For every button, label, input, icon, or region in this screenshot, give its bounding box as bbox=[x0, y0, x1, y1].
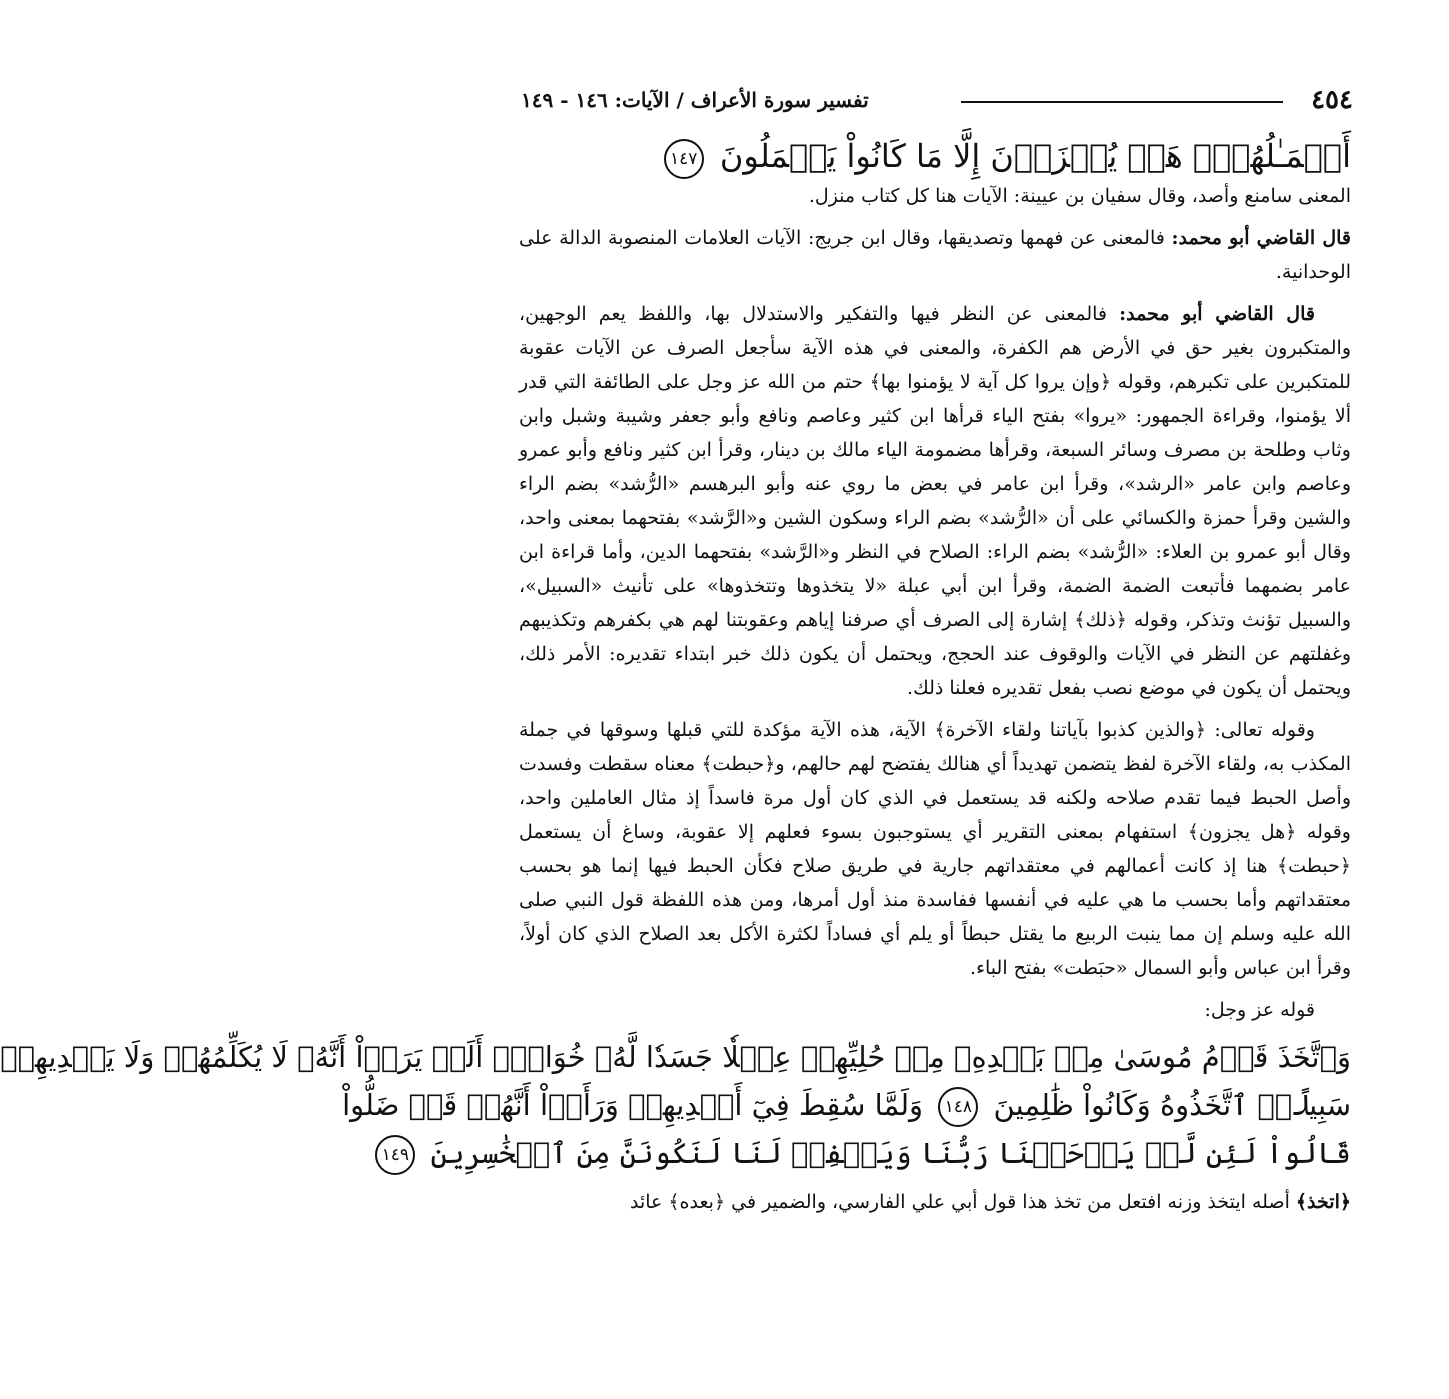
verse-line-2 bbox=[342, 1081, 1351, 1129]
paragraph-3-lead: قال القاضي أبو محمد: bbox=[1119, 303, 1315, 325]
verse-line-2-end: وَلَمَّا سُقِطَ فِيٓ أَيۡدِيهِمۡ وَرَأَوۡاْ أَنَّهُمۡ قَدۡ ضَلُّواْ bbox=[342, 1088, 924, 1122]
verse-line-3-text: قَالُواْ لَئِن لَّمۡ يَرۡحَمۡنَا رَبُّنَا وَيَغۡفِرۡ لَنَا لَنَكُونَنَّ مِنَ ٱلۡخَٰسِرِينَ bbox=[430, 1136, 1351, 1170]
verse-number-marker: ١٤٩ bbox=[375, 1135, 415, 1175]
page-content bbox=[0, 133, 1352, 1227]
quote-label: قوله عز وجل: bbox=[1204, 999, 1315, 1021]
commentary-text bbox=[0, 179, 1352, 1219]
paragraph-1-text: المعنى سامنع وأصد، وقال سفيان بن عيينة: الآيات هنا كل كتاب منزل. bbox=[808, 185, 1351, 207]
top-verse bbox=[519, 133, 1351, 179]
verse-number-marker: ١٤٨ bbox=[938, 1087, 978, 1127]
paragraph-1 bbox=[519, 179, 1351, 213]
header-rule bbox=[961, 101, 1283, 103]
final-paragraph bbox=[519, 1185, 1351, 1219]
top-verse-text: أَعۡمَـٰلُهُمۡۚ هَلۡ يُجۡزَوۡنَ إِلَّا مَا كَانُواْ يَعۡمَلُونَ bbox=[719, 137, 1351, 175]
verse-number-marker: ١٤٧ bbox=[664, 139, 704, 179]
verse-line-3 bbox=[381, 1129, 1351, 1177]
paragraph-3 bbox=[519, 297, 1351, 705]
page-number: ٤٥٤ bbox=[1311, 85, 1353, 115]
verse-line-1: وَٱتَّخَذَ قَوۡمُ مُوسَىٰ مِنۢ بَعۡدِهِۦ مِنۡ حُلِيِّهِمۡ عِجۡلٗا جَسَدٗا لَّهُۥ خُوَارٌۚ أَلَمۡ يَرَوۡاْ أَنَّهُۥ لَا يُكَلِّمُهُمۡ وَلَا يَهۡدِيهِمۡ bbox=[0, 1040, 1351, 1074]
verse-line-2-start: سَبِيلًاۘ ٱتَّخَذُوهُ وَكَانُواْ ظَٰلِمِينَ bbox=[993, 1088, 1351, 1122]
running-title: تفسير سورة الأعراف / الآيات: ١٤٦ - ١٤٩ bbox=[521, 88, 869, 112]
final-paragraph-text: أصله ايتخذ وزنه افتعل من تخذ هذا قول أبي علي الفارسي، والضمير في ﴿بعده﴾ عائد bbox=[630, 1191, 1290, 1213]
paragraph-4 bbox=[519, 713, 1351, 985]
page-header bbox=[521, 84, 1353, 118]
paragraph-2-text: فالمعنى عن فهمها وتصديقها، وقال ابن جريج: الآيات العلامات المنصوبة الدالة على الوحدانية. bbox=[519, 227, 1351, 283]
paragraph-4-text: وقوله تعالى: ﴿والذين كذبوا بآياتنا ولقاء الآخرة﴾ الآية، هذه الآية مؤكدة للتي قبلها وسوقها في جملة المكذب به، ولقاء الآخرة لفظ يتضمن تهديداً أي هنالك يفتضح لهم حالهم، و﴿حبطت﴾ معناه سقطت وفسدت وأصل الحبط فيما تقدم صلاحه ولكنه قد يستعمل في الذي كان أول مرة فاسداً إذ مثال العاملين واحد، وقوله ﴿هل يجزون﴾ استفهام بمعنى التقرير أي يستوجبون بسوء فعلهم إلا عقوبة، وساغ أن يستعمل ﴿حبطت﴾ هنا إذ كانت أعمالهم في معتقداتهم جارية في طريق صلاح فكأن الحبط فيها إنما هو بحسب معتقداتهم وأما بحسب ما هي عليه في أنفسها ففاسدة منذ أول أمرها، ومن هذه اللفظة قول النبي صلى الله عليه وسلم إن مما ينبت الربيع ما يقتل حبطاً أو يلم أي فساداً لكثرة الأكل بعد الصلاح الذي كان أولاً، وقرأ ابن عباس وأبو السمال «حبَطت» بفتح الباء. bbox=[519, 719, 1351, 979]
paragraph-3-text: فالمعنى عن النظر فيها والتفكير والاستدلال بها، واللفظ يعم الوجهين، والمتكبرون بغير حق في الأرض هم الكفرة، والمعنى في هذه الآية سأجعل الصرف عن الآيات عقوبة للمتكبرين على تكبرهم، وقوله ﴿وإن يروا كل آية لا يؤمنوا بها﴾ حتم من الله عز وجل على الطائفة التي قدر ألا يؤمنوا، وقراءة الجمهور: «يروا» بفتح الياء قرأها ابن كثير وعاصم ونافع وأبو جعفر وشيبة وشبل وابن وثاب وطلحة بن مصرف وسائر السبعة، وقرأها مضمومة الياء مالك بن دينار، وقرأ ابن كثير ونافع وأبو عمرو وعاصم وابن عامر «الرشد»، وقرأ ابن عامر في بعض ما روي عنه وأبو البرهسم «الرُّشد» بضم الراء والشين وقرأ حمزة والكسائي على أن «الرُّشد» بضم الراء وسكون الشين و«الرَّشد» بفتحهما بمعنى واحد، وقال أبو عمرو بن العلاء: «الرُّشد» بضم الراء: الصلاح في النظر و«الرَّشد» بفتحهما الدين، وأما قراءة ابن عامر بضمهما فأتبعت الضمة الضمة، وقرأ ابن أبي عبلة «لا يتخذوها وتتخذوها» على تأنيث «السبيل»، والسبيل تؤنث وتذكر، وقوله ﴿ذلك﴾ إشارة إلى الصرف أي صرفنا إياهم وعقوبتنا لهم هي بكفرهم وتكذيبهم وغفلتهم عن النظر في الآيات والوقوف عند الحجج، ويحتمل أن يكون ذلك خبر ابتداء تقديره: الأمر ذلك، ويحتمل أن يكون في موضع نصب بفعل تقديره فعلنا ذلك. bbox=[519, 303, 1351, 699]
verse-block bbox=[0, 1033, 1351, 1177]
paragraph-2-lead: قال القاضي أبو محمد: bbox=[1171, 227, 1352, 249]
final-paragraph-lead: ﴿اتخذ﴾ bbox=[1295, 1191, 1351, 1213]
paragraph-2 bbox=[519, 221, 1351, 289]
